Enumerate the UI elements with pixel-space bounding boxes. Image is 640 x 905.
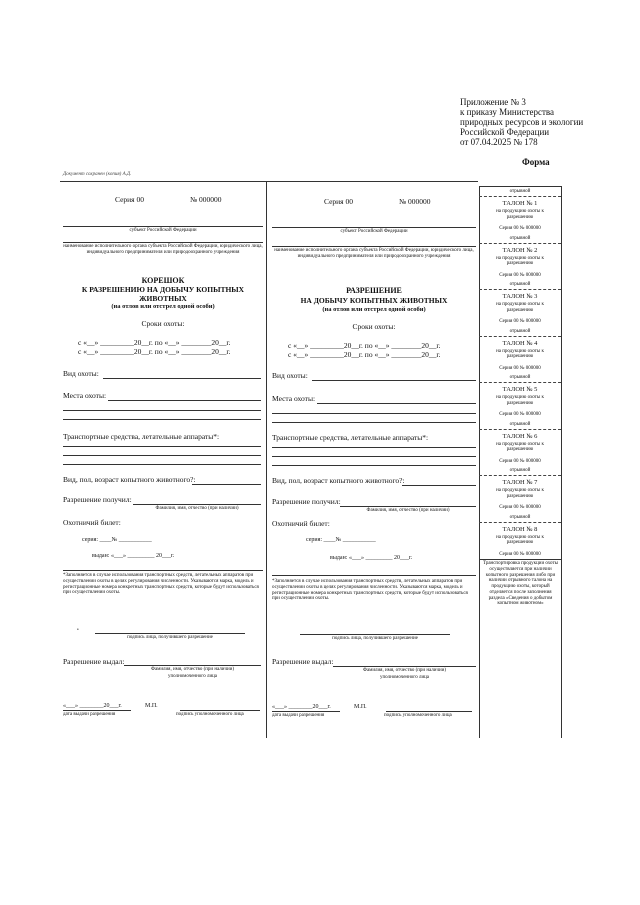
stub-transport-field-1[interactable]: [63, 446, 261, 447]
talon-serial: Серия 00 № 000000: [499, 458, 541, 464]
stub-hunt-type-field[interactable]: [103, 378, 261, 379]
permit-issued-by-label: Разрешение выдал:: [272, 657, 334, 666]
appendix-line-federation: Российской Федерации: [460, 127, 550, 137]
permit-hunt-type-field[interactable]: [312, 380, 476, 381]
talon-serial: Серия 00 № 000000: [499, 365, 541, 371]
appendix-line-date: от 07.04.2025 № 178: [460, 137, 538, 147]
stub-stamp-place: М.П.: [145, 703, 158, 709]
stub-date-range-2[interactable]: с «__» _________20__г. по «__» ________20__г.: [78, 347, 231, 356]
stub-received-field[interactable]: [133, 504, 261, 505]
talon-tear-label: отрывной: [509, 468, 531, 473]
talon-perforation-line: [479, 196, 561, 197]
stub-footnote-rule: [63, 570, 263, 571]
stub-title: КОРЕШОК: [141, 276, 185, 285]
stub-received-label: Разрешение получил:: [63, 495, 132, 504]
talon-serial: Серия 00 № 000000: [499, 319, 541, 324]
stub-sign-line[interactable]: [180, 710, 260, 711]
stub-ticket-label: Охотничий билет:: [63, 518, 121, 527]
stub-series: Серия 00: [115, 195, 145, 204]
permit-sign-line[interactable]: [386, 711, 472, 712]
appendix-line-ministry: природных ресурсов и экологии: [460, 117, 584, 127]
permit-transport-field-3[interactable]: [272, 465, 476, 466]
permit-hunt-places-field-3[interactable]: [272, 422, 476, 423]
stub-subject-caption: субъект Российской Федерации: [129, 228, 197, 233]
permit-footnote: *Заполняется в случае использования транспортных средств, летательных аппаратов при осуществлении охоты в целях регулирования численности. Указываются марка, модель и регистрационные номера конкретных транспортных средств, которые будут использоваться при осуществлении охоты.: [272, 579, 468, 602]
permit-ticket-issued[interactable]: выдан: «___» _________ 20___г.: [330, 555, 413, 561]
permit-issued-caption-2: уполномоченного лица: [379, 675, 430, 680]
talon-6[interactable]: [479, 420, 561, 467]
talon-serial: Серия 00 № 000000: [499, 272, 541, 278]
permit-issued-by-field[interactable]: [333, 666, 476, 667]
stub-subtitle: (на отлов или отстрел одной особи): [111, 303, 215, 310]
talon-perforation-line: [479, 475, 561, 476]
stub-transport-field-2[interactable]: [63, 455, 261, 456]
talon-serial: Серия 00 № 000000: [499, 551, 541, 557]
permit-ticket-label: Охотничий билет:: [272, 519, 330, 528]
talon-title: ТАЛОН № 4: [502, 339, 538, 347]
permit-bottom-date[interactable]: «___» ________20___г.: [272, 704, 331, 710]
talon-tear-label: отрывной: [509, 514, 531, 520]
talon-perforation-line: [479, 522, 561, 523]
stub-bottom-date[interactable]: «___» ________20___г.: [63, 703, 122, 709]
stub-received-caption: Фамилия, имя, отчество (при наличии): [155, 506, 239, 511]
stub-org-caption: наименование исполнительного органа субъекта Российской Федерации, юридического лица, индивидуального предпринимателя или природоохранного учреждения: [63, 244, 263, 255]
stub-issued-caption-2: уполномоченного лица: [167, 674, 218, 679]
stub-hunt-type-label: Вид охоты:: [63, 369, 99, 378]
talon-column-right-border: [561, 186, 562, 738]
stub-date-range-1[interactable]: с «__» _________20__г. по «__» ________20__г.: [78, 338, 231, 347]
stub-issued-by-label: Разрешение выдал:: [63, 657, 125, 666]
stub-title-line2: К РАЗРЕШЕНИЮ НА ДОБЫЧУ КОПЫТНЫХ: [81, 285, 245, 294]
stub-date-caption: дата выдачи разрешения: [63, 712, 116, 717]
talon-description: на продукцию охоты к разрешению: [496, 441, 544, 452]
stub-hunt-places-field[interactable]: [108, 400, 261, 401]
permit-title-line2: НА ДОБЫЧУ КОПЫТНЫХ ЖИВОТНЫХ: [300, 296, 448, 305]
appendix-line-order: к приказу Министерства: [460, 107, 555, 117]
talon-perforation-line: [479, 243, 561, 244]
talon-perforation-line: [479, 336, 561, 337]
permit-stamp-place: М.П.: [354, 704, 367, 710]
talon-perforation-line: [479, 289, 561, 290]
permit-received-field[interactable]: [340, 506, 476, 507]
permit-date-range-2[interactable]: с «__» _________20__г. по «__» ________20__г.: [288, 350, 441, 359]
permit-hunt-terms: Сроки охоты:: [352, 322, 396, 331]
talon-title: ТАЛОН № 6: [502, 432, 538, 440]
stub-date-line: [63, 710, 131, 711]
talon-serial: Серия 00 № 000000: [499, 505, 541, 510]
talon-description: на продукцию охоты к разрешению: [496, 534, 544, 545]
talon-description: на продукцию охоты к разрешению: [496, 302, 544, 313]
permit-sign-caption: подпись уполномоченного лица: [384, 713, 452, 718]
stub-number: № 000000: [190, 195, 222, 204]
stub-mark-dot: •: [77, 628, 79, 633]
stub-sign-caption: подпись уполномоченного лица: [176, 712, 244, 717]
stub-issued-caption-1: Фамилия, имя, отчество (при наличии): [151, 667, 234, 672]
stub-subject-line: [63, 226, 263, 227]
talon-transport-note: Транспортировка продукции охоты осуществляется при наличии копытного разрешения либо при наличии отрывного талона на продукцию охоты, который отделяется после заполнения раздела «Сведения о добытом копытном животном»: [482, 561, 559, 607]
talon-7[interactable]: [479, 466, 561, 513]
stub-ticket-series[interactable]: серия: ____№ ___________: [82, 537, 152, 543]
talon-perforation-line: [479, 382, 561, 383]
permit-transport-label: Транспортные средства, летательные аппараты*:: [272, 433, 429, 442]
permit-signature-caption: подпись лица, получившего разрешение: [332, 636, 418, 641]
talon-5[interactable]: [479, 373, 561, 420]
stub-signature-caption: подпись лица, получившего разрешение: [127, 635, 213, 640]
talon-description: на продукцию охоты к разрешению: [496, 348, 544, 359]
stub-hunt-places-field-3[interactable]: [63, 419, 261, 420]
talon-serial: Серия 00 № 000000: [499, 412, 541, 417]
permit-transport-field-2[interactable]: [272, 456, 476, 457]
permit-hunt-places-label: Места охоты:: [272, 394, 316, 403]
talon-perforation-line: [479, 429, 561, 430]
talon-title: ТАЛОН № 7: [502, 479, 538, 486]
stub-hunt-terms: Сроки охоты:: [141, 319, 185, 328]
permit-received-label: Разрешение получил:: [272, 497, 341, 506]
stub-issued-by-field[interactable]: [124, 665, 261, 666]
permit-number: № 000000: [399, 197, 431, 206]
stub-title-line3: ЖИВОТНЫХ: [139, 294, 187, 303]
talon-3[interactable]: [479, 280, 561, 327]
permit-subtitle: (на отлов или отстрел одной особи): [322, 306, 426, 313]
permit-org-line: [272, 246, 476, 247]
talon-8[interactable]: [479, 513, 561, 560]
stub-animal-field[interactable]: [192, 484, 261, 485]
talon-note-top-line: [479, 559, 561, 560]
talon-tear-label: отрывной: [509, 375, 531, 380]
talon-title: ТАЛОН № 3: [502, 293, 538, 300]
talon-4[interactable]: [479, 327, 561, 374]
talon-title: ТАЛОН № 5: [502, 386, 538, 393]
permit-issued-caption-1: Фамилия, имя, отчество (при наличии): [363, 668, 446, 673]
frame-top-line: [60, 181, 478, 182]
stub-animal-label: Вид, пол, возраст копытного животного?:: [63, 475, 196, 484]
talon-title: ТАЛОН № 2: [502, 246, 538, 254]
stub-footnote: *Заполняется в случае использования транспортных средств, летательных аппаратов при осуществлении охоты в целях регулирования численности. Указываются марка, модель и регистрационные номера конкретных транспортных средств, которые будут использоваться при осуществлении охоты.: [63, 573, 259, 596]
permit-hunt-type-label: Вид охоты:: [272, 371, 308, 380]
permit-date-line: [272, 711, 340, 712]
handwritten-note: Документ сохранен (копия) А.Д.: [63, 172, 132, 177]
cut-line-stub: [266, 181, 267, 738]
permit-title: РАЗРЕШЕНИЕ: [346, 286, 402, 295]
talon-description: на продукцию охоты к разрешению: [496, 255, 544, 266]
talon-title: ТАЛОН № 8: [502, 525, 538, 533]
permit-hunt-places-field-2[interactable]: [272, 413, 476, 414]
talon-description: на продукцию охоты к разрешению: [496, 395, 544, 406]
permit-series: Серия 00: [324, 197, 354, 206]
talon-tear-label: отрывной: [509, 328, 531, 334]
permit-signature-line[interactable]: [300, 634, 450, 635]
talon-tear-label: отрывной: [509, 282, 531, 287]
permit-hunt-places-field[interactable]: [317, 403, 476, 404]
stub-hunt-places-label: Места охоты:: [63, 391, 107, 400]
permit-animal-field[interactable]: [402, 485, 476, 486]
permit-date-caption: дата выдачи разрешения: [272, 713, 325, 718]
talon-tear-label: отрывной: [509, 421, 531, 427]
talon-1[interactable]: [479, 187, 561, 234]
form-label: Форма: [522, 157, 550, 167]
appendix-number: Приложение № 3: [460, 97, 526, 107]
talon-2[interactable]: [479, 234, 561, 281]
permit-animal-label: Вид, пол, возраст копытного животного?:: [272, 476, 405, 485]
stub-ticket-issued[interactable]: выдан: «___» _________ 20___г.: [92, 553, 175, 559]
permit-subject-caption: субъект Российской Федерации: [340, 229, 408, 234]
permit-footnote-rule: [272, 575, 476, 576]
talon-description: на продукцию охоты к разрешению: [496, 209, 544, 220]
stub-hunt-places-field-2[interactable]: [63, 410, 261, 411]
talon-tear-label: отрывной: [509, 235, 531, 241]
permit-received-caption: Фамилия, имя, отчество (при наличии): [366, 508, 450, 513]
permit-ticket-series[interactable]: серия: ____№ ___________: [306, 537, 376, 543]
stub-org-line: [63, 242, 263, 243]
talon-description: на продукцию охоты к разрешению: [496, 488, 544, 499]
permit-subject-line: [272, 227, 476, 228]
permit-org-caption: наименование исполнительного органа субъекта Российской Федерации, юридического лица, индивидуального предпринимателя или природоохранного учреждения: [274, 248, 474, 259]
stub-signature-line[interactable]: [95, 633, 245, 634]
stub-transport-label: Транспортные средства, летательные аппараты*:: [63, 432, 220, 441]
permit-date-range-1[interactable]: с «__» _________20__г. по «__» ________20__г.: [288, 341, 441, 350]
permit-transport-field-1[interactable]: [272, 447, 476, 448]
talon-title: ТАЛОН № 1: [502, 200, 538, 207]
talon-tear-label: отрывной: [509, 189, 531, 194]
talon-serial: Серия 00 № 000000: [499, 226, 541, 231]
stub-transport-field-3[interactable]: [63, 464, 261, 465]
